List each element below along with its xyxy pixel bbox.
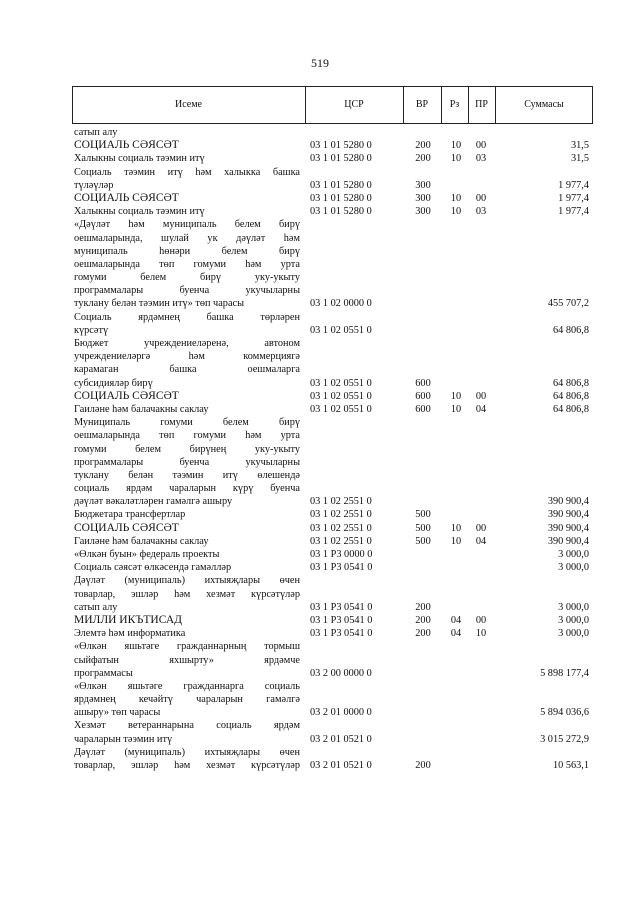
cell-pr: 00 <box>475 390 487 402</box>
cell-name: Бюджет учреждениеләренә, автоном <box>74 338 300 349</box>
table-row <box>72 522 593 535</box>
table-row <box>72 601 593 614</box>
cell-name: сатып алу <box>74 127 118 138</box>
cell-name: Гаиләне һәм балачакны саклау <box>74 403 209 415</box>
table-row <box>72 443 593 456</box>
cell-sum: 455 707,2 <box>547 298 589 310</box>
cell-csr: 03 1 01 5280 0 <box>310 206 372 218</box>
cell-name: гомуми белем бирү уку-укыту <box>74 272 300 284</box>
header-sum: Суммасы <box>524 99 564 110</box>
table-row <box>72 218 593 231</box>
header-name: Исеме <box>175 99 202 110</box>
cell-sum: 1 977,4 <box>558 192 589 204</box>
cell-csr: 03 2 01 0521 0 <box>310 733 372 745</box>
cell-rz: 10 <box>450 192 462 204</box>
cell-csr: 03 1 P3 0541 0 <box>310 628 373 640</box>
cell-name: товарлар, эшләр һәм хезмәт күрсәтүләр <box>74 588 300 600</box>
cell-csr: 03 1 02 0000 0 <box>310 298 372 310</box>
table-row <box>72 126 593 139</box>
cell-name: дәүләт вәкаләтләрен гамәлгә ашыру <box>74 496 233 508</box>
cell-name: күрсәтү <box>74 324 109 336</box>
table-row <box>72 693 593 706</box>
table-row <box>72 416 593 429</box>
cell-sum: 390 900,4 <box>547 522 589 534</box>
table-row <box>72 719 593 732</box>
cell-vr: 600 <box>415 403 431 415</box>
cell-sum: 31,5 <box>570 140 589 152</box>
cell-name: сатып алу <box>74 601 118 613</box>
cell-name: Муниципаль гомуми белем бирү <box>74 417 300 429</box>
cell-name: Дәүләт (муниципаль) ихтыяҗлары өчен <box>74 746 300 758</box>
cell-sum: 5 898 177,4 <box>540 667 589 679</box>
header-rz: Рз <box>449 99 460 110</box>
cell-csr: 03 2 00 0000 0 <box>310 667 372 679</box>
cell-name: программалары буенча укучыларны <box>74 456 300 468</box>
cell-name: социаль ярдәм чараларын күрү буенча <box>74 483 300 495</box>
table-row <box>72 284 593 297</box>
header-pr: ПР <box>475 99 488 110</box>
cell-pr: 04 <box>475 535 487 547</box>
table-row <box>72 166 593 179</box>
cell-csr: 03 1 02 0551 0 <box>310 377 372 389</box>
cell-name: субсидияләр бирү <box>74 377 153 389</box>
cell-vr: 300 <box>415 179 431 191</box>
table-row <box>72 667 593 680</box>
table-row <box>72 456 593 469</box>
cell-pr: 00 <box>475 614 487 626</box>
cell-name: программасы <box>74 667 133 679</box>
cell-csr: 03 1 P3 0000 0 <box>310 549 373 560</box>
cell-vr: 500 <box>415 522 431 534</box>
cell-csr: 03 1 02 2551 0 <box>310 509 372 521</box>
cell-name: Социаль тәэмин итү һәм халыкка башка <box>74 166 300 178</box>
cell-sum: 1 977,4 <box>558 206 589 218</box>
cell-vr: 200 <box>415 628 431 640</box>
table-row <box>72 192 593 205</box>
cell-sum: 3 015 272,9 <box>540 733 589 745</box>
cell-vr: 500 <box>415 535 431 547</box>
cell-pr: 03 <box>475 206 487 218</box>
cell-name: «Өлкән буын» федераль проекты <box>74 549 220 560</box>
cell-csr: 03 1 02 2551 0 <box>310 522 372 534</box>
cell-name: оешмаларында төп гомуми һәм урта <box>74 430 300 442</box>
table-row <box>72 324 593 337</box>
table-row <box>72 706 593 719</box>
cell-vr: 200 <box>415 614 431 626</box>
cell-vr: 200 <box>415 760 431 771</box>
table-row <box>72 390 593 403</box>
cell-rz: 04 <box>450 614 462 626</box>
cell-sum: 31,5 <box>570 153 589 165</box>
cell-sum: 64 806,8 <box>552 390 589 402</box>
table-row <box>72 548 593 561</box>
table-row <box>72 297 593 310</box>
table-row <box>72 746 593 759</box>
cell-name: оешмаларында, шулай ук дәүләт һәм <box>74 232 300 244</box>
table-row <box>72 205 593 218</box>
cell-pr: 00 <box>475 522 487 534</box>
table-row <box>72 508 593 521</box>
table-row <box>72 627 593 640</box>
cell-csr: 03 1 02 0551 0 <box>310 403 372 415</box>
cell-name: оешмаларында төп гомуми һәм урта <box>74 258 300 270</box>
cell-csr: 03 1 01 5280 0 <box>310 192 372 204</box>
table-row <box>72 640 593 653</box>
cell-name: ашыру» төп чарасы <box>74 707 161 719</box>
table-row <box>72 271 593 284</box>
cell-sum: 64 806,8 <box>552 403 589 415</box>
table-row <box>72 561 593 574</box>
cell-name: «Өлкән яшьтәге гражданнарга социаль <box>74 680 300 692</box>
cell-csr: 03 1 P3 0541 0 <box>310 614 373 626</box>
cell-name: товарлар, эшләр һәм хезмәт күрсәтүләр <box>74 760 300 771</box>
table-row <box>72 469 593 482</box>
cell-name: түләүләр <box>74 179 114 191</box>
cell-rz: 10 <box>450 522 462 534</box>
cell-pr: 00 <box>475 192 487 204</box>
cell-name: Гаиләне һәм балачакны саклау <box>74 535 209 547</box>
cell-name: Хезмәт ветераннарына социаль ярдәм <box>74 720 300 732</box>
cell-csr: 03 1 02 0551 0 <box>310 390 372 402</box>
cell-sum: 64 806,8 <box>552 324 589 336</box>
cell-csr: 03 1 02 0551 0 <box>310 324 372 336</box>
table-body <box>72 126 593 772</box>
cell-pr: 10 <box>475 628 487 640</box>
cell-name: муниципаль һөнәри белем бирү <box>74 245 300 257</box>
cell-csr: 03 2 01 0000 0 <box>310 707 372 719</box>
cell-csr: 03 1 P3 0541 0 <box>310 562 373 574</box>
cell-rz: 10 <box>450 153 462 165</box>
cell-name: «Дәүләт һәм муниципаль белем бирү <box>74 219 300 231</box>
cell-vr: 600 <box>415 377 431 389</box>
cell-sum: 3 000,0 <box>558 601 589 613</box>
cell-vr: 200 <box>415 140 431 152</box>
table-row <box>72 614 593 627</box>
table-row <box>72 377 593 390</box>
table-row <box>72 245 593 258</box>
cell-name: Дәүләт (муниципаль) ихтыяҗлары өчен <box>74 575 300 587</box>
cell-sum: 64 806,8 <box>552 377 589 389</box>
cell-pr: 04 <box>475 403 487 415</box>
cell-name: Халыкны социаль тәэмин итү <box>74 206 205 218</box>
cell-rz: 10 <box>450 206 462 218</box>
table-row <box>72 535 593 548</box>
table-row <box>72 403 593 416</box>
table-header <box>72 86 593 124</box>
table-row <box>72 350 593 363</box>
cell-sum: 3 000,0 <box>558 562 589 574</box>
table-row <box>72 337 593 350</box>
cell-name: Бюджетара трансфертлар <box>74 509 186 521</box>
cell-sum: 390 900,4 <box>547 496 589 508</box>
cell-name: туклану белән тәэмин итү өлешендә <box>74 469 300 481</box>
table-row <box>72 363 593 376</box>
cell-name: сыйфатын яхшырту» ярдәмче <box>74 654 300 666</box>
cell-pr: 03 <box>475 153 487 165</box>
cell-sum: 390 900,4 <box>547 509 589 521</box>
cell-name: СОЦИАЛЬ СӘЯСӘТ <box>74 521 179 534</box>
cell-csr: 03 1 02 2551 0 <box>310 496 372 508</box>
cell-vr: 300 <box>415 192 431 204</box>
table-row <box>72 179 593 192</box>
cell-name: учреждениеләргә һәм коммерциягә <box>74 351 300 363</box>
cell-csr: 03 1 01 5280 0 <box>310 140 372 152</box>
table-row <box>72 232 593 245</box>
header-csr: ЦСР <box>344 99 364 110</box>
cell-name: Халыкны социаль тәэмин итү <box>74 153 205 165</box>
cell-rz: 10 <box>450 535 462 547</box>
table-row <box>72 258 593 271</box>
cell-csr: 03 1 01 5280 0 <box>310 153 372 165</box>
table-row <box>72 429 593 442</box>
cell-vr: 200 <box>415 153 431 165</box>
table-row <box>72 311 593 324</box>
cell-vr: 600 <box>415 390 431 402</box>
cell-name: Социаль сәясәт өлкәсендә гамәлләр <box>74 562 232 574</box>
cell-name: гомуми белем бирүнең уку-укыту <box>74 443 300 455</box>
cell-rz: 04 <box>450 628 462 640</box>
header-vr: ВР <box>415 99 429 110</box>
cell-rz: 10 <box>450 390 462 402</box>
table-row <box>72 152 593 165</box>
cell-sum: 3 000,0 <box>558 549 589 560</box>
cell-name: Социаль ярдәмнең башка төрләрен <box>74 311 300 323</box>
table-row <box>72 733 593 746</box>
cell-name: СОЦИАЛЬ СӘЯСӘТ <box>74 191 179 204</box>
table-row <box>72 574 593 587</box>
cell-name: Элемтә һәм информатика <box>74 628 186 640</box>
cell-csr: 03 2 01 0521 0 <box>310 760 372 771</box>
table-row <box>72 654 593 667</box>
table-row <box>72 482 593 495</box>
cell-name: карамаган башка оешмаларга <box>74 364 300 376</box>
cell-vr: 200 <box>415 601 431 613</box>
cell-name: чараларын тәэмин итү <box>74 733 173 745</box>
table-row <box>72 680 593 693</box>
cell-sum: 3 000,0 <box>558 628 589 640</box>
cell-name: СОЦИАЛЬ СӘЯСӘТ <box>74 389 179 402</box>
page-number: 519 <box>311 56 329 70</box>
cell-sum: 1 977,4 <box>558 179 589 191</box>
cell-csr: 03 1 P3 0541 0 <box>310 601 373 613</box>
cell-csr: 03 1 01 5280 0 <box>310 179 372 191</box>
table-row <box>72 759 593 772</box>
cell-name: СОЦИАЛЬ СӘЯСӘТ <box>74 139 179 152</box>
cell-name: «Өлкән яшьтәге гражданнарның тормыш <box>74 641 300 653</box>
budget-table <box>72 86 593 772</box>
cell-sum: 3 000,0 <box>558 614 589 626</box>
cell-name: ярдәмнең кечәйтү чараларын гамәлгә <box>74 694 300 706</box>
cell-vr: 300 <box>415 206 431 218</box>
cell-name: программалары буенча укучыларны <box>74 285 300 297</box>
cell-rz: 10 <box>450 403 462 415</box>
table-row <box>72 588 593 601</box>
cell-name: туклану белән тәэмин итү» төп чарасы <box>74 298 245 310</box>
cell-csr: 03 1 02 2551 0 <box>310 535 372 547</box>
table-row <box>72 495 593 508</box>
cell-name: МИЛЛИ ИКЪТИСАД <box>74 613 182 626</box>
cell-pr: 00 <box>475 140 487 152</box>
table-row <box>72 139 593 152</box>
cell-rz: 10 <box>450 140 462 152</box>
cell-sum: 390 900,4 <box>547 535 589 547</box>
cell-sum: 5 894 036,6 <box>540 707 589 719</box>
cell-vr: 500 <box>415 509 431 521</box>
cell-sum: 10 563,1 <box>552 760 589 771</box>
